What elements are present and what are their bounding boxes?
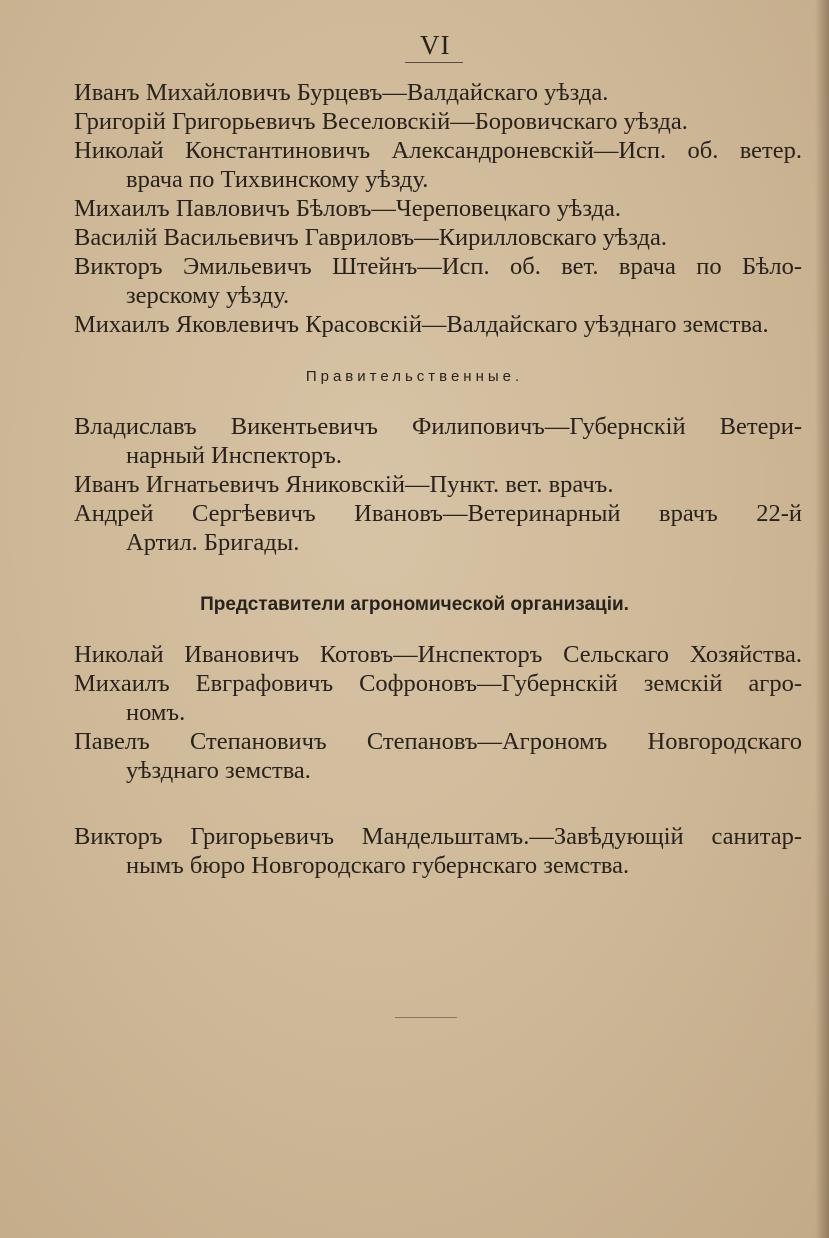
list-item: Иванъ Игнатьевичъ Яниковскій—Пункт. вет. врачъ.: [74, 471, 614, 498]
list-item: Михаилъ Яковлевичъ Красовскій—Валдайскаго уѣзднаго земства.: [74, 311, 769, 338]
bottom-divider: [395, 1017, 457, 1018]
list-item: Андрей Сергѣевичъ Ивановъ—Ветеринарный врачъ 22-й Артил. Бригады.: [74, 500, 802, 556]
list-item: Василій Васильевичъ Гавриловъ—Кирилловскаго уѣзда.: [74, 224, 667, 251]
list-item: Викторъ Григорьевичъ Мандельштамъ.—Завѣдующій санитар- нымъ бюро Новгородскаго губернскаго земства.: [74, 823, 802, 879]
list-item: Павелъ Степановичъ Степановъ—Агрономъ Новгородскаго уѣзднаго земства.: [74, 728, 802, 784]
top-divider: [405, 62, 463, 63]
list-item: Иванъ Михайловичъ Бурцевъ—Валдайскаго уѣзда.: [74, 79, 609, 106]
list-item: Григорій Григорьевичъ Веселовскій—Боровичскаго уѣзда.: [74, 108, 688, 135]
section-heading-agronomy: Представители агрономической организаціи.: [200, 594, 629, 615]
list-item: Михаилъ Евграфовичъ Софроновъ—Губернскій земскій агро- номъ.: [74, 670, 802, 726]
section-sanitary: [74, 822, 802, 880]
section-government: [74, 412, 802, 557]
page-number: VI: [420, 30, 451, 60]
section-agronomy: [74, 640, 802, 785]
section-district-vets: [74, 78, 802, 339]
list-item: Николай Ивановичъ Котовъ—Инспекторъ Сельскаго Хозяйства.: [74, 641, 802, 668]
list-item: Михаилъ Павловичъ Бѣловъ—Череповецкаго уѣзда.: [74, 195, 622, 222]
page-edge-shadow: [815, 0, 829, 1238]
list-item: Николай Константиновичъ Александроневскій—Исп. об. ветер. врача по Тихвинскому уѣзду.: [74, 137, 802, 193]
list-item: Владиславъ Викентьевичъ Филиповичъ—Губернскій Ветери- нарный Инспекторъ.: [74, 413, 802, 469]
section-heading-government: Правительственные.: [305, 368, 524, 385]
list-item: Викторъ Эмильевичъ Штейнъ—Исп. об. вет. врача по Бѣло- зерскому уѣзду.: [74, 253, 802, 309]
